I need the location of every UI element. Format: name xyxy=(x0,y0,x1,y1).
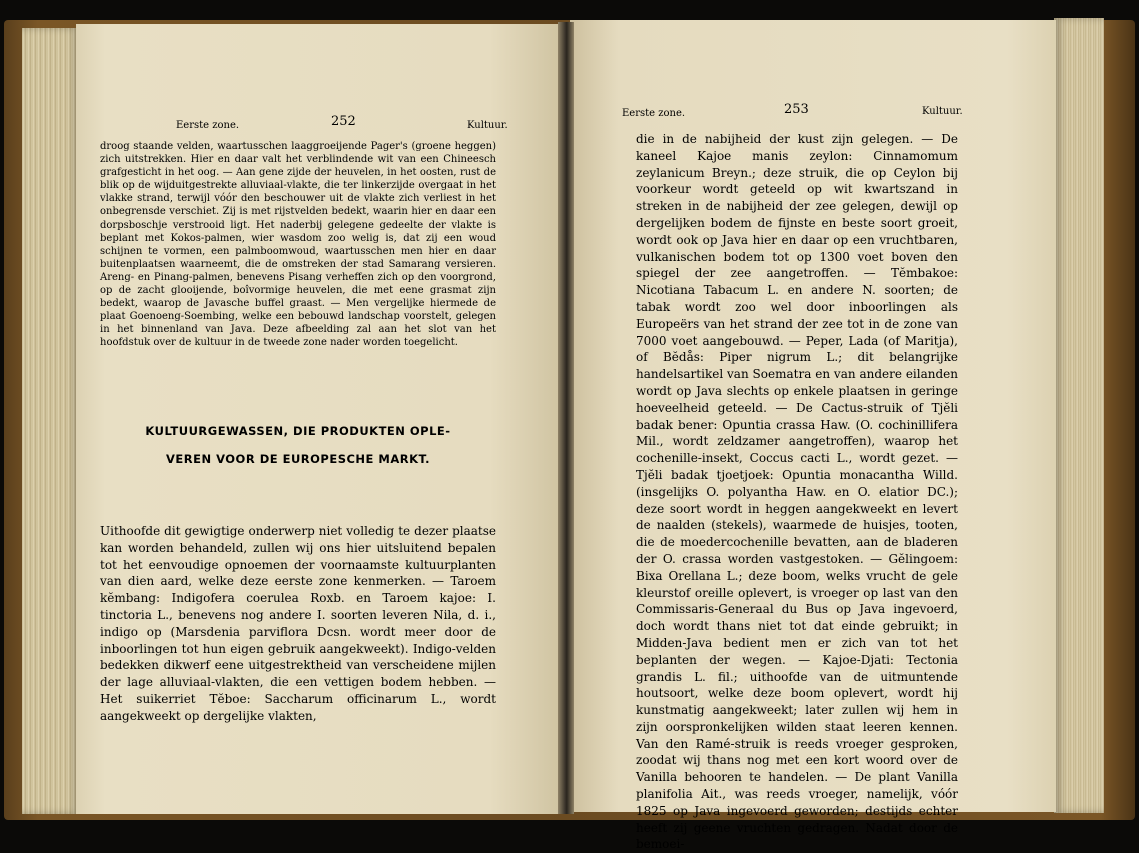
left-header-topic: Kultuur. xyxy=(467,120,508,131)
book-gutter xyxy=(558,22,574,814)
right-body-text xyxy=(636,131,958,853)
left-page-number: 252 xyxy=(331,114,356,129)
left-small-print xyxy=(100,140,496,350)
right-header-topic: Kultuur. xyxy=(922,106,963,117)
left-body-text xyxy=(100,523,496,725)
section-heading-line-2: VEREN VOOR DE EUROPESCHE MARKT. xyxy=(165,452,430,466)
small-print-paragraph: droog staande velden, waartusschen laaggroeijende Pager's (groene heggen) zich uitstrekken. Hier en daar valt het verblindende wit van een Chineesch grafgesticht in het oog. — Aan gene zijde der heuvelen, in het oosten, rust de blik op de wijduitgestrekte alluviaal-vlakte, die ter linkerzijde overgaat in het vlakke strand, terwijl vóór den beschouwer uit de vlakte zich verliest in het onbegrensde verschiet. Zij is met rijstvelden bedekt, waarin hier en daar een dorpsboschje verstrooid ligt. Het naderbij gelegene gedeelte der vlakte is beplant met Kokos-palmen, wier wasdom zoo welig is, dat zij een woud schijnen te vormen, een palmboomwoud, waartusschen men hier en daar buitenplaatsen waarneemt, die de omstreken der stad Samarang versieren. Areng- en Pinang-palmen, benevens Pisang verheffen zich op den voorgrond, op de zacht glooijende, boîvormige heuvelen, die met eene grasmat zijn bedekt, waarop de Javasche buffel graast. — Men vergelijke hiermede de plaat Goenoeng-Soembing, welke een bebouwd landschap voorstelt, gelegen in het binnenland van Java. Deze afbeelding zal aan het slot van het hoofdstuk over de kultuur in de tweede zone nader worden toegelicht. xyxy=(100,141,496,349)
right-page-edges xyxy=(1054,18,1104,813)
right-header-zone: Eerste zone. xyxy=(622,108,686,119)
section-heading-line-1: KULTUURGEWASSEN, DIE PRODUKTEN OPLE- xyxy=(145,424,451,438)
left-page-edges xyxy=(22,28,80,814)
right-page-number: 253 xyxy=(784,102,809,117)
right-body-paragraph: die in de nabijheid der kust zijn gelegen. — De kaneel Kajoe manis zeylon: Cinnamomum zeylanicum Breyn.; deze struik, die op Ceylon bij voorkeur wordt geteeld op wit kwartszand in streken in de nabijheid der zee gelegen, dewijl op dergelijken bodem de fijnste en beste soort groeit, wordt ook op Java hier en daar op een vruchtbaren, vulkanischen bodem tot op 1300 voet boven den spiegel der zee aangetroffen. — Tĕmbakoe: Nicotiana Tabacum L. en andere N. soorten; de tabak wordt zoo wel door inboorlingen als Europeërs van het strand der zee tot in de zone van 7000 voet aangebouwd. — Peper, Lada (of Maritja), of Bĕdås: Piper nigrum L.; dit belangrijke handelsartikel van Soematra en van andere eilanden wordt op Java slechts op enkele plaatsen in geringe hoeveelheid geteeld. — De Cactus-struik of Tjĕli badak bener: Opuntia crassa Haw. (O. cochinillifera Mil., wordt zeldzamer aangetroffen), waarop het cochenille-insekt, Coccus cacti L., wordt gezet. — Tjĕli badak tjoetjoek: Opuntia monacantha Willd. (insgelijks O. polyantha Haw. en O. elatior DC.); deze soort wordt in heggen aangekweekt en levert de naalden (stekels), waarmede de huisjes, tooten, die de moedercochenille bevatten, aan de bladeren der O. crassa worden vastgestoken. — Gĕlingoem: Bixa Orellana L.; deze boom, welks vrucht de gele kleurstof oreille oplevert, is vroeger op last van den Commissaris-Generaal du Bus op Java ingevoerd, doch wordt thans niet tot dat einde gebruikt; in Midden-Java bedient men er zich van tot het beplanten der wegen. — Kajoe-Djati: Tectonia grandis L. fil.; uithoofde van de uitmuntende houtsoort, welke deze boom oplevert, wordt hij kunstmatig aangekweekt; later zullen wij hem in zijn oorspronkelijken wilden staat leeren kennen. Van den Ramé-struik is reeds vroeger gesproken, zoodat wij thans nog met een kort woord over de Vanilla behooren te handelen. — De plant Vanilla planifolia Ait., was reeds vroeger, namelijk, vóór 1825 op Java ingevoerd geworden; destijds echter heeft zij geene vruchten gedragen. Nadat door de bemoei- xyxy=(636,132,958,852)
left-body-paragraph: Uithoofde dit gewigtige onderwerp niet volledig te dezer plaatse kan worden behandeld, zullen wij ons hier uitsluitend bepalen tot het eenvoudige opnoemen der voornaamste kultuurplanten van dien aard, welke deze eerste zone kenmerken. — Taroem kĕmbang: Indigofera coerulea Roxb. en Taroem kajoe: I. tinctoria L., benevens nog andere I. soorten leveren Nila, d. i., indigo op (Marsdenia parviflora Dcsn. wordt meer door de inboorlingen tot hun eigen gebruik aangekweekt). Indigo-velden bedekken dikwerf eene uitgestrektheid van verscheidene mijlen der lage alluviaal-vlakten, die een vettigen bodem hebben. — Het suikerriet Tĕboe: Saccharum officinarum L., wordt aangekweekt op dergelijke vlakten, xyxy=(100,524,496,723)
left-header-zone: Eerste zone. xyxy=(176,120,240,131)
